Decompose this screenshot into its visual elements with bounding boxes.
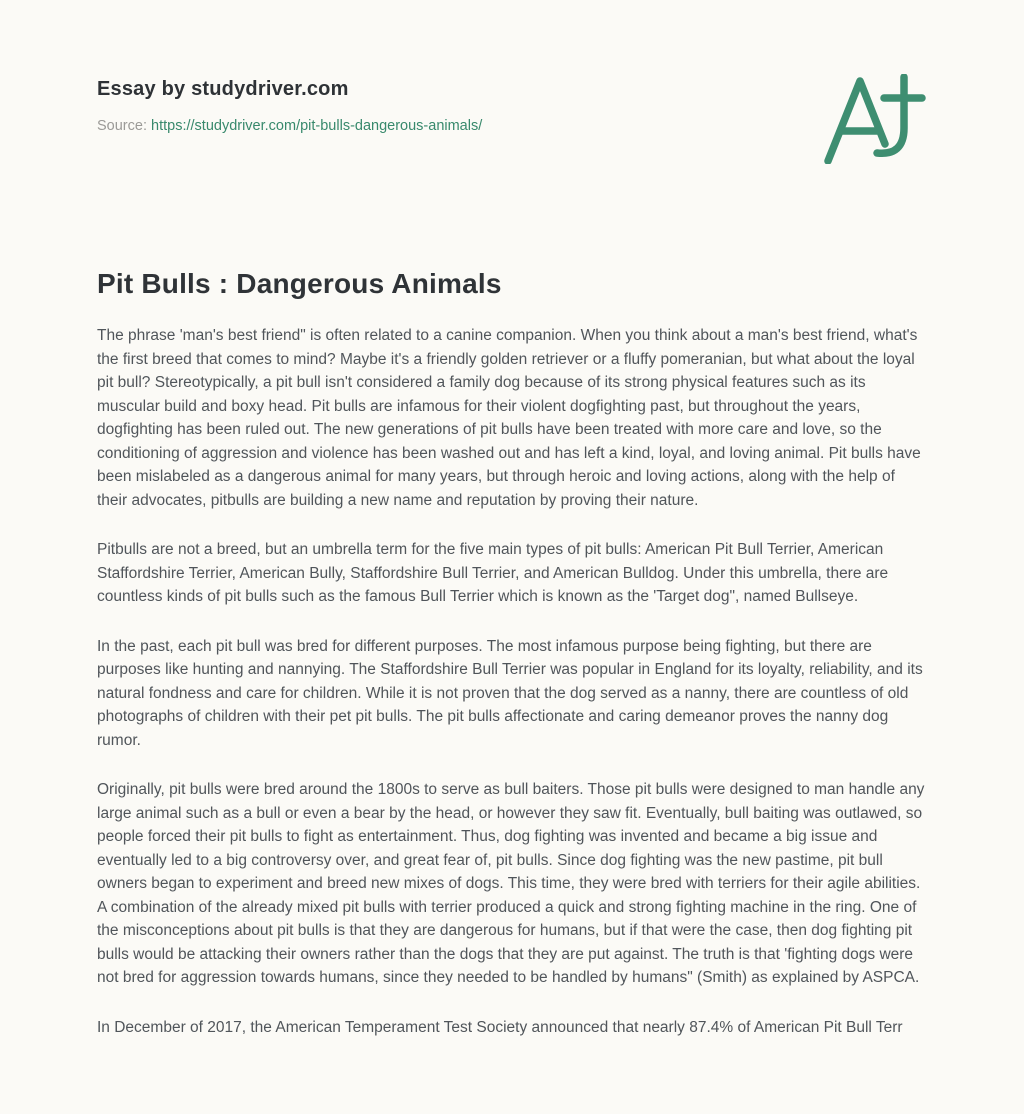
paragraph-3: In the past, each pit bull was bred for different purposes. The most infamous purpose being fighting, but there are purposes like hunting and nannying. The Staffordshire Bull Terrier was popular in England for its loyalty, reliability, and its natural fondness and care for children. While it is not proven that the dog served as a nanny, there are countless of old photographs of children with their pet pit bulls. The pit bulls affectionate and caring demeanor proves the nanny dog rumor.: [97, 637, 923, 749]
article-title: Pit Bulls : Dangerous Animals: [97, 268, 502, 299]
source-line: [97, 118, 482, 134]
source-label: Source:: [97, 118, 147, 134]
paragraph-5: In December of 2017, the American Temperament Test Society announced that nearly 87.4% of American Pit Bull Terr: [97, 1018, 903, 1036]
paragraph-2: Pitbulls are not a breed, but an umbrella term for the five main types of pit bulls: American Pit Bull Terrier, American Staffordshire Terrier, American Bully, Staffordshire Bull Terrier, and American Bulldog. Under this umbrella, there are countless kinds of pit bulls such as the famous Bull Terrier which is known as the 'Target dog", named Bullseye.: [97, 541, 889, 605]
page-header: [97, 78, 927, 164]
paragraph-1: The phrase 'man's best friend" is often related to a canine companion. When you think about a man's best friend, what's the first breed that comes to mind? Maybe it's a friendly golden retriever or a fluffy pomeranian, but what about the loyal pit bull? Stereotypically, a pit bull isn't considered a family dog because of its strong physical features such as its muscular build and boxy head. Pit bulls are infamous for their violent dogfighting past, but throughout the years, dogfighting has been ruled out. The new generations of pit bulls have been treated with more care and love, so the conditioning of aggression and violence has been washed out and has left a kind, loyal, and loving animal. Pit bulls have been mislabeled as a dangerous animal for many years, but through heroic and loving actions, along with the help of their advocates, pitbulls are building a new name and reputation by proving their nature.: [97, 327, 921, 509]
paragraph-4: Originally, pit bulls were bred around the 1800s to serve as bull baiters. Those pit bulls were designed to man handle any large animal such as a bull or even a bear by the head, or however they saw fit. Eventually, bull baiting was outlawed, so people forced their pit bulls to fight as entertainment. Thus, dog fighting was invented and became a big issue and eventually led to a big controversy over, and great fear of, pit bulls. Since dog fighting was the new pastime, pit bull owners began to experiment and breed new mixes of dogs. This time, they were bred with terriers for their agile abilities. A combination of the already mixed pit bulls with terrier produced a quick and strong fighting machine in the ring. One of the misconceptions about pit bulls is that they are dangerous for humans, but if that were the case, then dog fighting pit bulls would be attacking their owners rather than the dogs that they are put against. The truth is that 'fighting dogs were not bred for aggression towards humans, since they needed to be handled by humans" (Smith) as explained by ASPCA.: [97, 781, 925, 986]
source-url-link[interactable]: https://studydriver.com/pit-bulls-dangerous-animals/: [151, 118, 483, 134]
essay-by-title: Essay by studydriver.com: [97, 78, 349, 100]
header-left: [97, 78, 482, 134]
article-body: [97, 324, 927, 1039]
studydriver-logo-icon: [821, 74, 927, 164]
